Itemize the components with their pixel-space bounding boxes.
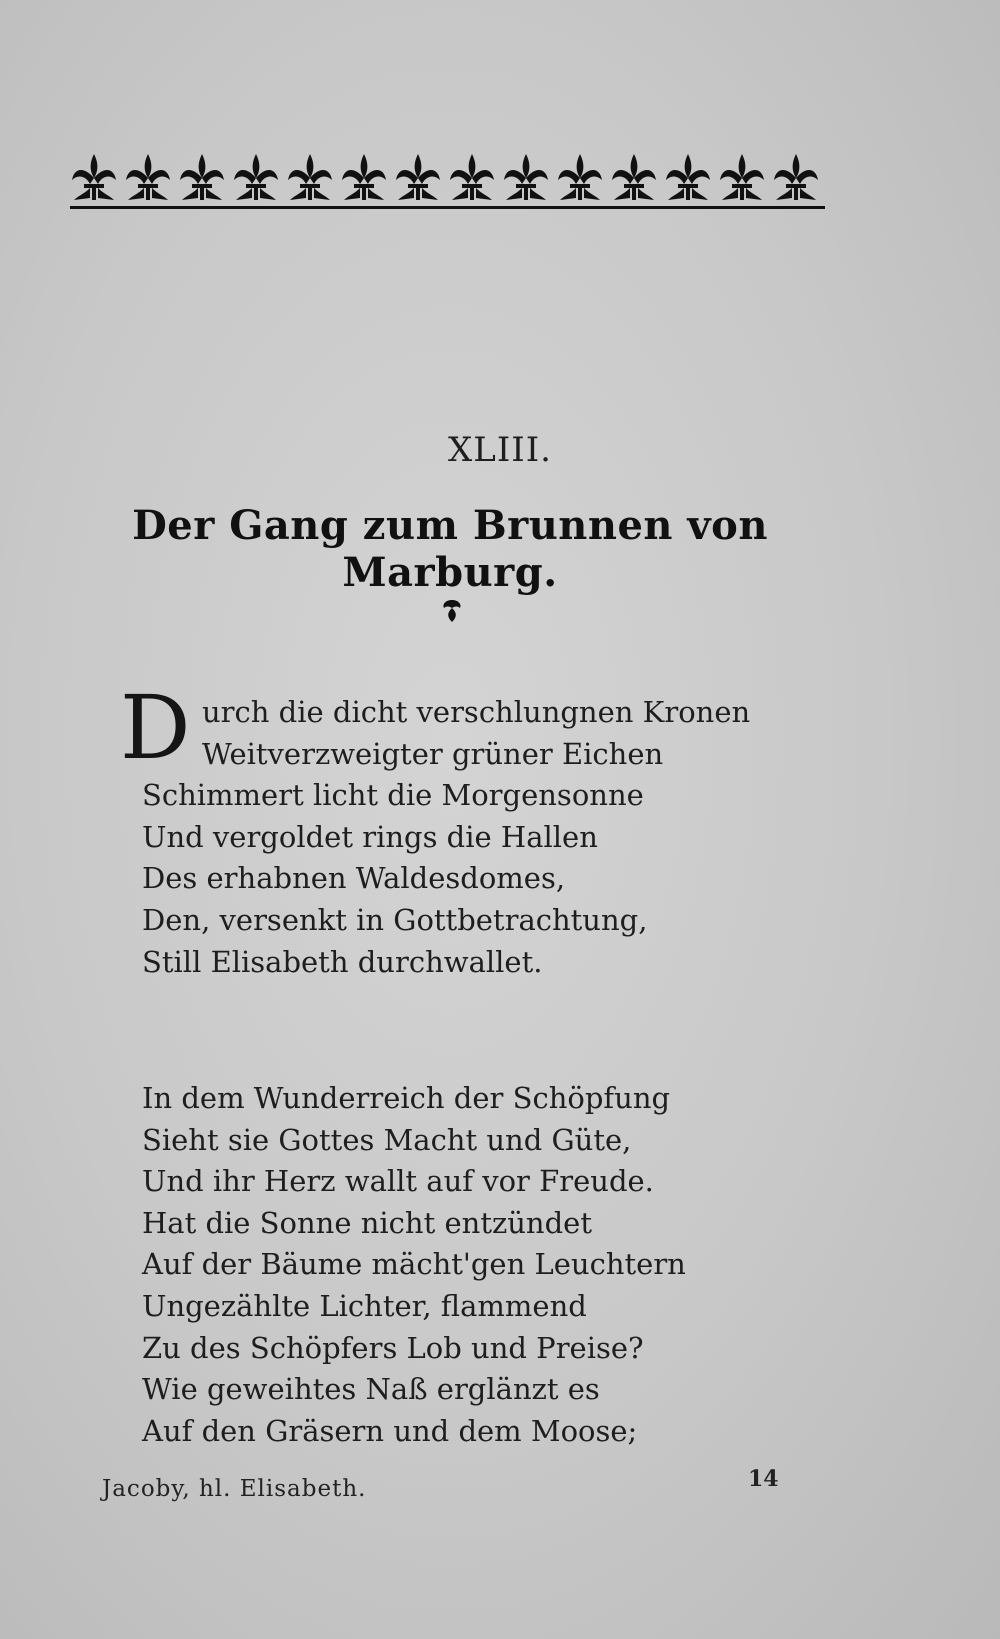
- poem-line: Den, versenkt in Gottbetrachtung,: [142, 902, 648, 937]
- poem-line: Still Elisabeth durchwallet.: [142, 944, 543, 979]
- poem-line: In dem Wunderreich der Schöpfung: [142, 1081, 671, 1115]
- stanza-2: [142, 1078, 842, 1452]
- poem-title: Der Gang zum Brunnen von Marburg.: [132, 502, 768, 596]
- fleuron-icon: [440, 598, 464, 624]
- poem-line: Weitverzweigter grüner Eichen: [202, 736, 664, 771]
- poem-line: Auf den Gräsern und dem Moose;: [142, 1413, 638, 1448]
- footer-signature: Jacoby, hl. Elisabeth.: [102, 1476, 367, 1502]
- poem-line: Und vergoldet rings die Hallen: [142, 819, 598, 854]
- poem-line: Des erhabnen Waldesdomes,: [142, 861, 566, 896]
- poem-line: Schimmert licht die Morgensonne: [142, 778, 644, 813]
- fleur-de-lis-border-icon: [70, 150, 830, 220]
- poem-line: Auf der Bäume mächt'gen Leuchtern: [142, 1247, 686, 1282]
- poem-line: Ungezählte Lichter, flammend: [142, 1288, 587, 1323]
- poem-line: Wie geweihtes Naß erglänzt es: [142, 1372, 600, 1407]
- poem-line: urch die dicht verschlungnen Kronen: [202, 695, 751, 729]
- poem-line: Zu des Schöpfers Lob und Preise?: [142, 1330, 644, 1365]
- page-number: 14: [748, 1466, 779, 1492]
- poem-line: Hat die Sonne nicht entzündet: [142, 1205, 592, 1240]
- chapter-number: XLIII.: [448, 430, 552, 470]
- poem-line: Und ihr Herz wallt auf vor Freude.: [142, 1164, 654, 1199]
- drop-cap: D: [120, 676, 191, 779]
- stanza-1: [142, 692, 842, 983]
- poem-line: Sieht sie Gottes Macht und Güte,: [142, 1122, 632, 1157]
